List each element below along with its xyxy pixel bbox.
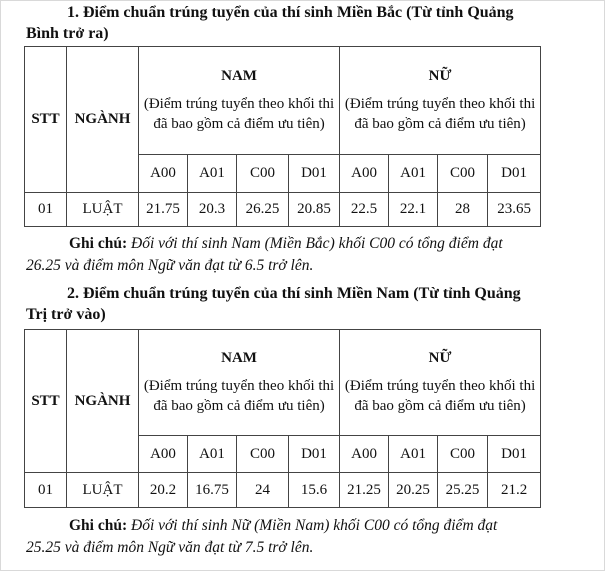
header-group-female [340,330,541,436]
score-cell: 20.3 [188,193,237,227]
score-cell: 25.25 [438,473,488,508]
block-header: A00 [340,436,389,473]
score-cell: 26.25 [237,193,289,227]
score-cell: 21.2 [488,473,541,508]
block-header: D01 [289,155,340,193]
note-line1: Đối với thí sinh Nam (Miền Bắc) khối C00 có tổng điểm đạt [131,235,503,252]
section2-heading [26,283,596,325]
note-line2: 26.25 và điểm môn Ngữ văn đạt từ 6.5 trở lên. [26,257,314,274]
group-female-note: (Điểm trúng tuyển theo khối thi đã bao gồm cả điểm ưu tiên) [344,95,536,132]
header-major: NGÀNH [67,47,139,193]
header-group-male [139,47,340,155]
group-male-note: (Điểm trúng tuyển theo khối thi đã bao gồm cả điểm ưu tiên) [143,95,335,132]
row-stt: 01 [25,193,67,227]
section2-heading-line1: 2. Điểm chuẩn trúng tuyển của thí sinh Miền Nam (Từ tỉnh Quảng [67,285,521,302]
block-header: C00 [237,155,289,193]
block-header: A01 [188,155,237,193]
score-cell: 23.65 [488,193,541,227]
table-row [25,473,541,508]
table-row [25,193,541,227]
header-major: NGÀNH [67,330,139,473]
block-header: A00 [139,155,188,193]
score-cell: 24 [237,473,289,508]
header-group-female [340,47,541,155]
group-female-note: (Điểm trúng tuyển theo khối thi đã bao gồm cả điểm ưu tiên) [344,377,536,414]
score-cell: 20.2 [139,473,188,508]
section2-note [26,515,586,559]
header-group-male [139,330,340,436]
block-header: D01 [289,436,340,473]
section1-heading [26,2,596,44]
block-header: C00 [438,155,488,193]
row-major: LUẬT [67,473,139,508]
section2-heading-line2: Trị trở vào) [26,306,106,323]
block-header: C00 [438,436,488,473]
block-header: D01 [488,436,541,473]
score-cell: 21.75 [139,193,188,227]
block-header: A00 [139,436,188,473]
group-male-note: (Điểm trúng tuyển theo khối thi đã bao gồm cả điểm ưu tiên) [143,377,335,414]
score-cell: 22.5 [340,193,389,227]
score-cell: 20.85 [289,193,340,227]
header-stt: STT [25,47,67,193]
block-header: C00 [237,436,289,473]
group-female-title: NỮ [428,67,452,84]
note-line2: 25.25 và điểm môn Ngữ văn đạt từ 7.5 trở lên. [26,539,314,556]
block-header: A01 [389,155,438,193]
block-header: A01 [188,436,237,473]
note-line1: Đối với thí sinh Nữ (Miền Nam) khối C00 có tổng điểm đạt [131,517,498,534]
score-cell: 28 [438,193,488,227]
header-stt: STT [25,330,67,473]
group-female-title: NỮ [428,349,452,366]
section1-heading-line1: 1. Điểm chuẩn trúng tuyển của thí sinh Miền Bắc (Từ tỉnh Quảng [67,4,514,21]
score-cell: 21.25 [340,473,389,508]
group-male-title: NAM [221,349,257,366]
score-cell: 20.25 [389,473,438,508]
score-cell: 16.75 [188,473,237,508]
score-cell: 22.1 [389,193,438,227]
note-label: Ghi chú: [69,517,128,534]
score-cell: 15.6 [289,473,340,508]
row-major: LUẬT [67,193,139,227]
section1-heading-line2: Bình trở ra) [26,25,109,42]
block-header: D01 [488,155,541,193]
section1-score-table [24,46,541,227]
section2-score-table [24,329,541,508]
row-stt: 01 [25,473,67,508]
block-header: A00 [340,155,389,193]
section1-note [26,233,586,277]
group-male-title: NAM [221,67,257,84]
block-header: A01 [389,436,438,473]
note-label: Ghi chú: [69,235,128,252]
